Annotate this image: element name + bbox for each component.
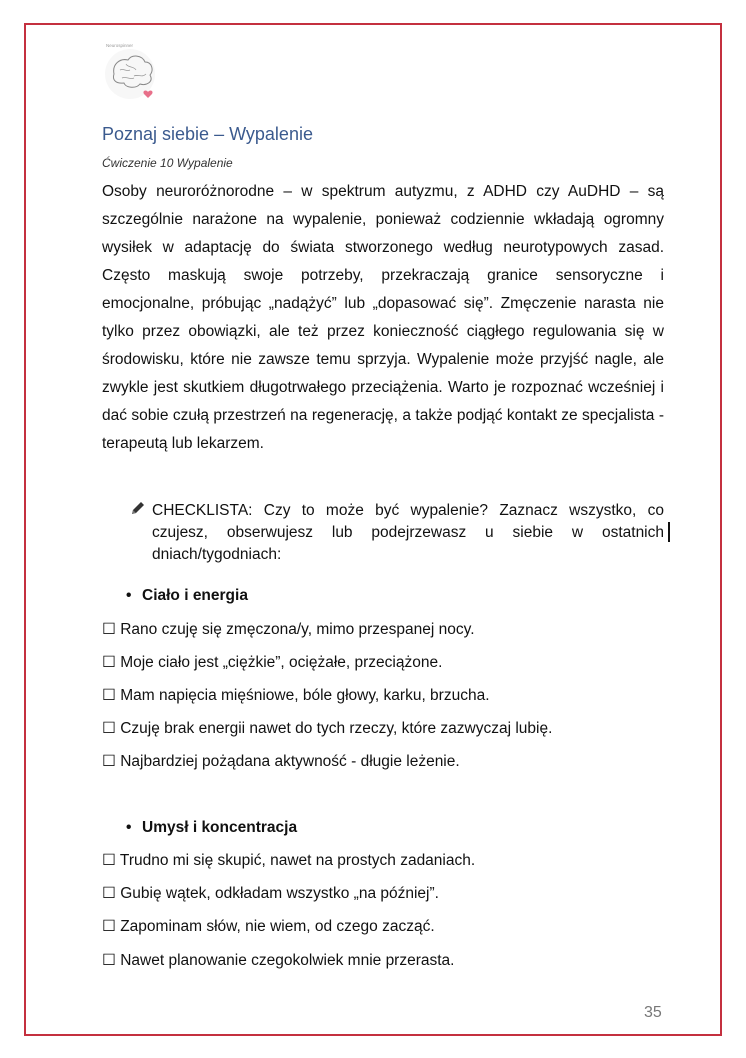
svg-text:Neurospinner: Neurospinner bbox=[106, 43, 134, 48]
intro-paragraph: Osoby neuroróżnorodne – w spektrum autyzmu, z ADHD czy AuDHD – są szczególnie narażone na wypalenie, ponieważ codziennie wkładają ogromny wysiłek w adaptację do świata stworzonego według neurotypowych zasad. Często maskują swoje potrzeby, przekraczają granice sensoryczne i emocjonalne, próbując „nadążyć” lub „dopasować się”. Zmęczenie narasta nie tylko przez obowiązki, ale też przez konieczność ciągłego regulowania się w środowisku, które nie zawsze temu sprzyja. Wypalenie może przyjść nagle, ale zwykle jest skutkiem długotrwałego przeciążenia. Warto je rozpoznać wcześniej i dać sobie czułą przestrzeń na regenerację, a także podjąć kontakt ze specjalista - terapeutą lub lekarzem. bbox=[102, 183, 664, 452]
checkbox-item[interactable]: ☐ Rano czuję się zmęczona/y, mimo przespanej nocy. bbox=[102, 621, 475, 638]
checklist-text: CHECKLISTA: Czy to może być wypalenie? Zaznacz wszystko, co czujesz, obserwujesz lub podejrzewasz u siebie w ostatnich dniach/tygodniach: bbox=[152, 502, 664, 563]
section-heading-text: Umysł i koncentracja bbox=[142, 819, 298, 836]
section-heading-text: Ciało i energia bbox=[142, 587, 248, 604]
section-heading-body: • Ciało i energia bbox=[126, 587, 248, 604]
checkbox-item[interactable]: ☐ Moje ciało jest „ciężkie”, ociężałe, przeciążone. bbox=[102, 654, 443, 671]
checkbox-item[interactable]: ☐ Nawet planowanie czegokolwiek mnie przerasta. bbox=[102, 952, 455, 969]
section-heading-mind: • Umysł i koncentracja bbox=[126, 819, 298, 836]
brain-heart-logo bbox=[104, 40, 160, 102]
checkbox-item[interactable]: ☐ Gubię wątek, odkładam wszystko „na później”. bbox=[102, 885, 439, 902]
checkbox-item[interactable]: ☐ Zapominam słów, nie wiem, od czego zacząć. bbox=[102, 918, 435, 935]
checkbox-item[interactable]: ☐ Trudno mi się skupić, nawet na prostych zadaniach. bbox=[102, 852, 476, 869]
checkbox-item[interactable]: ☐ Najbardziej pożądana aktywność - długie leżenie. bbox=[102, 753, 460, 770]
page-subtitle: Ćwiczenie 10 Wypalenie bbox=[102, 156, 233, 170]
checklist-intro bbox=[130, 500, 664, 566]
checkbox-item[interactable]: ☐ Mam napięcia mięśniowe, bóle głowy, karku, brzucha. bbox=[102, 687, 490, 704]
checkbox-item[interactable]: ☐ Czuję brak energii nawet do tych rzeczy, które zazwyczaj lubię. bbox=[102, 720, 553, 737]
page-number: 35 bbox=[644, 1004, 662, 1021]
pencil-icon bbox=[130, 500, 146, 523]
text-cursor bbox=[668, 522, 670, 542]
page-title: Poznaj siebie – Wypalenie bbox=[102, 124, 313, 144]
